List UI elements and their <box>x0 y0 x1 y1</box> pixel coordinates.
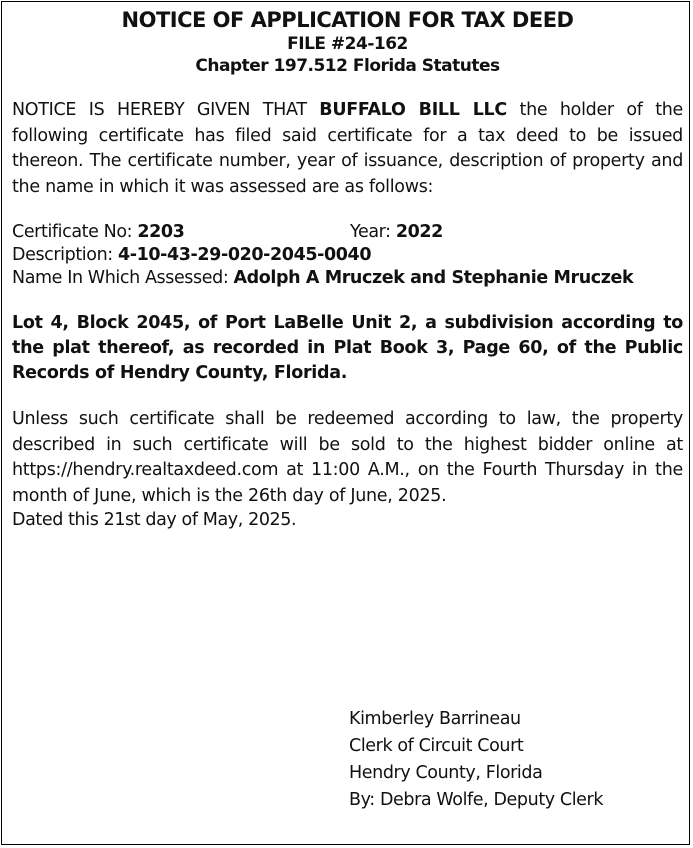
assessed-name <box>12 267 683 290</box>
certificate-year <box>350 221 443 244</box>
certificate-number-label: Certificate No: <box>12 222 138 242</box>
property-description <box>12 244 683 267</box>
certificate-number-value: 2203 <box>137 222 185 242</box>
deputy-clerk: By: Debra Wolfe, Deputy Clerk <box>349 790 604 810</box>
statute-reference: Chapter 197.512 Florida Statutes <box>195 56 500 76</box>
signature-block <box>349 706 603 814</box>
certificate-row <box>12 221 683 244</box>
intro-rest: the holder of the following certificate has filed said certificate for a tax deed to be issued thereon. The certificate number, year of issuance, description of property and the name in which it was assessed are as follows: <box>12 100 684 197</box>
clerk-name: Kimberley Barrineau <box>349 709 521 729</box>
notice-header <box>12 8 683 77</box>
assessed-label: Name In Which Assessed: <box>12 268 234 288</box>
notice-content <box>12 8 683 532</box>
notice-title: NOTICE OF APPLICATION FOR TAX DEED <box>121 8 574 32</box>
description-value: 4-10-43-29-020-2045-0040 <box>117 245 372 265</box>
intro-paragraph <box>12 98 683 200</box>
legal-description: Lot 4, Block 2045, of Port LaBelle Unit 2, a subdivision according to the plat thereof, as recorded in Plat Book 3, Page 60, of the Public Records of Hendry County, Florida. <box>12 313 683 383</box>
intro-lead: NOTICE IS HEREBY GIVEN THAT <box>12 100 320 120</box>
sale-notice: Unless such certificate shall be redeemed according to law, the property described in such certificate will be sold to the highest bidder online at https://hendry.realtaxdeed.com at 11:00 A.M., on the Fourth Thursday in the month of June, which is the 26th day of June, 2025. <box>12 409 683 506</box>
certificate-number <box>12 221 350 244</box>
clerk-title: Clerk of Circuit Court <box>349 736 524 756</box>
dated-line: Dated this 21st day of May, 2025. <box>12 510 297 530</box>
certificate-year-value: 2022 <box>395 222 443 242</box>
clerk-county: Hendry County, Florida <box>349 763 543 783</box>
certificate-holder: BUFFALO BILL LLC <box>319 100 507 120</box>
description-label: Description: <box>12 245 118 265</box>
file-number: FILE #24-162 <box>287 34 408 54</box>
certificate-year-label: Year: <box>350 222 396 242</box>
assessed-value: Adolph A Mruczek and Stephanie Mruczek <box>233 268 634 288</box>
